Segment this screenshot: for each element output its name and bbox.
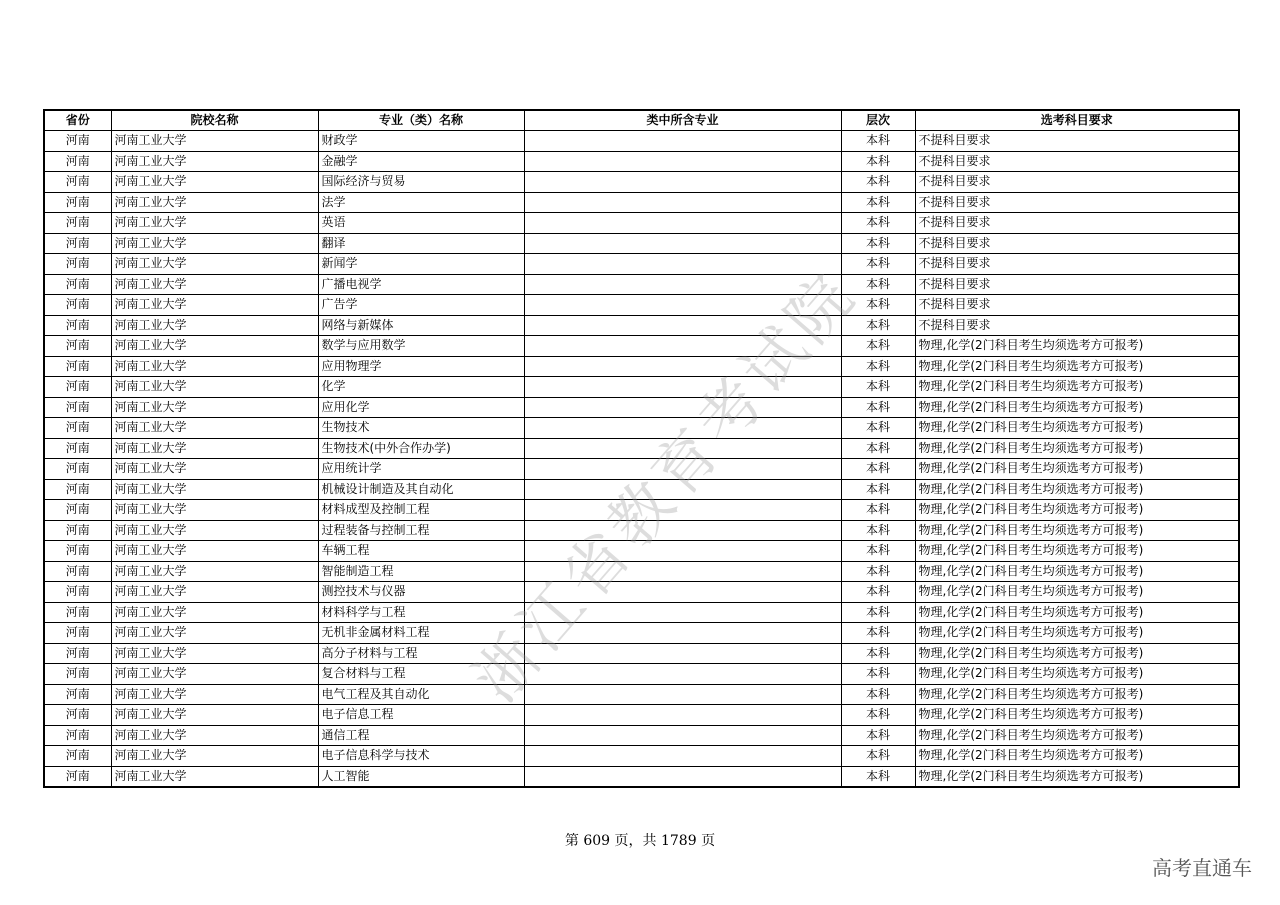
cell-subject-requirements: 物理,化学(2门科目考生均须选考方可报考) [915, 459, 1239, 480]
cell-included-majors [524, 664, 841, 685]
cell-included-majors [524, 315, 841, 336]
cell-major-name: 无机非金属材料工程 [318, 623, 524, 644]
cell-major-name: 广告学 [318, 295, 524, 316]
cell-province: 河南 [44, 725, 111, 746]
cell-subject-requirements: 物理,化学(2门科目考生均须选考方可报考) [915, 766, 1239, 787]
cell-included-majors [524, 766, 841, 787]
cell-school-name: 河南工业大学 [111, 479, 318, 500]
cell-major-name: 应用物理学 [318, 356, 524, 377]
cell-province: 河南 [44, 664, 111, 685]
cell-subject-requirements: 物理,化学(2门科目考生均须选考方可报考) [915, 746, 1239, 767]
cell-province: 河南 [44, 336, 111, 357]
table-header-row [44, 110, 1239, 131]
cell-level: 本科 [841, 213, 915, 234]
table-row [44, 274, 1239, 295]
cell-included-majors [524, 233, 841, 254]
cell-level: 本科 [841, 582, 915, 603]
cell-level: 本科 [841, 684, 915, 705]
cell-province: 河南 [44, 377, 111, 398]
cell-major-name: 化学 [318, 377, 524, 398]
cell-school-name: 河南工业大学 [111, 459, 318, 480]
admission-requirements-table [43, 109, 1240, 788]
cell-school-name: 河南工业大学 [111, 377, 318, 398]
table-row [44, 479, 1239, 500]
cell-included-majors [524, 397, 841, 418]
cell-subject-requirements: 不提科目要求 [915, 254, 1239, 275]
cell-subject-requirements: 不提科目要求 [915, 274, 1239, 295]
cell-included-majors [524, 541, 841, 562]
table-row [44, 582, 1239, 603]
cell-included-majors [524, 356, 841, 377]
cell-included-majors [524, 438, 841, 459]
cell-province: 河南 [44, 274, 111, 295]
cell-level: 本科 [841, 479, 915, 500]
cell-subject-requirements: 物理,化学(2门科目考生均须选考方可报考) [915, 561, 1239, 582]
cell-included-majors [524, 684, 841, 705]
header-school-name: 院校名称 [111, 110, 318, 131]
table-row [44, 192, 1239, 213]
cell-included-majors [524, 643, 841, 664]
cell-school-name: 河南工业大学 [111, 295, 318, 316]
cell-level: 本科 [841, 192, 915, 213]
cell-subject-requirements: 物理,化学(2门科目考生均须选考方可报考) [915, 418, 1239, 439]
cell-school-name: 河南工业大学 [111, 418, 318, 439]
cell-included-majors [524, 725, 841, 746]
cell-school-name: 河南工业大学 [111, 541, 318, 562]
cell-school-name: 河南工业大学 [111, 643, 318, 664]
cell-major-name: 通信工程 [318, 725, 524, 746]
cell-school-name: 河南工业大学 [111, 172, 318, 193]
cell-included-majors [524, 623, 841, 644]
header-included-majors: 类中所含专业 [524, 110, 841, 131]
table-row [44, 397, 1239, 418]
cell-province: 河南 [44, 746, 111, 767]
cell-level: 本科 [841, 172, 915, 193]
table-row [44, 418, 1239, 439]
cell-school-name: 河南工业大学 [111, 500, 318, 521]
cell-level: 本科 [841, 623, 915, 644]
cell-level: 本科 [841, 500, 915, 521]
cell-major-name: 人工智能 [318, 766, 524, 787]
cell-subject-requirements: 物理,化学(2门科目考生均须选考方可报考) [915, 602, 1239, 623]
table-row [44, 213, 1239, 234]
cell-subject-requirements: 不提科目要求 [915, 192, 1239, 213]
cell-major-name: 翻译 [318, 233, 524, 254]
cell-school-name: 河南工业大学 [111, 151, 318, 172]
table-row [44, 643, 1239, 664]
table-row [44, 438, 1239, 459]
cell-major-name: 高分子材料与工程 [318, 643, 524, 664]
table-row [44, 233, 1239, 254]
cell-included-majors [524, 213, 841, 234]
cell-included-majors [524, 582, 841, 603]
cell-school-name: 河南工业大学 [111, 623, 318, 644]
cell-major-name: 材料科学与工程 [318, 602, 524, 623]
cell-school-name: 河南工业大学 [111, 438, 318, 459]
cell-subject-requirements: 物理,化学(2门科目考生均须选考方可报考) [915, 541, 1239, 562]
cell-province: 河南 [44, 172, 111, 193]
cell-included-majors [524, 459, 841, 480]
cell-included-majors [524, 520, 841, 541]
cell-subject-requirements: 不提科目要求 [915, 295, 1239, 316]
header-major-name: 专业（类）名称 [318, 110, 524, 131]
table-row [44, 151, 1239, 172]
cell-province: 河南 [44, 254, 111, 275]
cell-school-name: 河南工业大学 [111, 684, 318, 705]
cell-subject-requirements: 不提科目要求 [915, 315, 1239, 336]
cell-subject-requirements: 物理,化学(2门科目考生均须选考方可报考) [915, 397, 1239, 418]
cell-level: 本科 [841, 438, 915, 459]
cell-major-name: 应用化学 [318, 397, 524, 418]
cell-level: 本科 [841, 541, 915, 562]
cell-level: 本科 [841, 459, 915, 480]
cell-province: 河南 [44, 520, 111, 541]
cell-province: 河南 [44, 766, 111, 787]
cell-level: 本科 [841, 725, 915, 746]
brand-logo-text: 高考直通车 [1152, 856, 1252, 880]
cell-major-name: 车辆工程 [318, 541, 524, 562]
cell-major-name: 智能制造工程 [318, 561, 524, 582]
cell-subject-requirements: 不提科目要求 [915, 213, 1239, 234]
cell-level: 本科 [841, 233, 915, 254]
cell-school-name: 河南工业大学 [111, 561, 318, 582]
cell-subject-requirements: 物理,化学(2门科目考生均须选考方可报考) [915, 438, 1239, 459]
cell-included-majors [524, 561, 841, 582]
cell-province: 河南 [44, 151, 111, 172]
cell-school-name: 河南工业大学 [111, 131, 318, 152]
cell-subject-requirements: 物理,化学(2门科目考生均须选考方可报考) [915, 479, 1239, 500]
cell-major-name: 过程装备与控制工程 [318, 520, 524, 541]
table-row [44, 623, 1239, 644]
cell-province: 河南 [44, 459, 111, 480]
cell-subject-requirements: 物理,化学(2门科目考生均须选考方可报考) [915, 623, 1239, 644]
cell-school-name: 河南工业大学 [111, 254, 318, 275]
cell-included-majors [524, 131, 841, 152]
table-row [44, 664, 1239, 685]
cell-subject-requirements: 物理,化学(2门科目考生均须选考方可报考) [915, 664, 1239, 685]
table-row [44, 500, 1239, 521]
cell-school-name: 河南工业大学 [111, 213, 318, 234]
cell-level: 本科 [841, 520, 915, 541]
cell-province: 河南 [44, 213, 111, 234]
cell-school-name: 河南工业大学 [111, 766, 318, 787]
cell-major-name: 法学 [318, 192, 524, 213]
cell-included-majors [524, 746, 841, 767]
cell-major-name: 电子信息工程 [318, 705, 524, 726]
cell-school-name: 河南工业大学 [111, 274, 318, 295]
cell-level: 本科 [841, 131, 915, 152]
cell-included-majors [524, 418, 841, 439]
table-body [44, 131, 1239, 788]
cell-major-name: 复合材料与工程 [318, 664, 524, 685]
cell-level: 本科 [841, 705, 915, 726]
header-subject-requirements: 选考科目要求 [915, 110, 1239, 131]
table-row [44, 131, 1239, 152]
table-row [44, 295, 1239, 316]
cell-included-majors [524, 705, 841, 726]
cell-subject-requirements: 不提科目要求 [915, 131, 1239, 152]
table-row [44, 336, 1239, 357]
cell-included-majors [524, 377, 841, 398]
cell-level: 本科 [841, 315, 915, 336]
cell-included-majors [524, 479, 841, 500]
cell-school-name: 河南工业大学 [111, 397, 318, 418]
table-row [44, 356, 1239, 377]
cell-province: 河南 [44, 500, 111, 521]
cell-province: 河南 [44, 131, 111, 152]
cell-major-name: 测控技术与仪器 [318, 582, 524, 603]
cell-school-name: 河南工业大学 [111, 315, 318, 336]
cell-school-name: 河南工业大学 [111, 725, 318, 746]
watermark: 浙江省教育考试院 [459, 257, 872, 716]
cell-province: 河南 [44, 315, 111, 336]
cell-province: 河南 [44, 397, 111, 418]
table-row [44, 746, 1239, 767]
cell-major-name: 生物技术 [318, 418, 524, 439]
cell-province: 河南 [44, 295, 111, 316]
table-row [44, 705, 1239, 726]
cell-school-name: 河南工业大学 [111, 705, 318, 726]
cell-school-name: 河南工业大学 [111, 336, 318, 357]
page-footer: 第 609 页，共 1789 页 [564, 833, 716, 849]
cell-province: 河南 [44, 233, 111, 254]
cell-province: 河南 [44, 684, 111, 705]
cell-subject-requirements: 不提科目要求 [915, 233, 1239, 254]
cell-subject-requirements: 物理,化学(2门科目考生均须选考方可报考) [915, 336, 1239, 357]
cell-subject-requirements: 物理,化学(2门科目考生均须选考方可报考) [915, 500, 1239, 521]
cell-province: 河南 [44, 643, 111, 664]
cell-level: 本科 [841, 643, 915, 664]
cell-level: 本科 [841, 295, 915, 316]
table-row [44, 541, 1239, 562]
cell-subject-requirements: 物理,化学(2门科目考生均须选考方可报考) [915, 643, 1239, 664]
cell-major-name: 国际经济与贸易 [318, 172, 524, 193]
cell-school-name: 河南工业大学 [111, 582, 318, 603]
cell-school-name: 河南工业大学 [111, 520, 318, 541]
cell-province: 河南 [44, 582, 111, 603]
cell-included-majors [524, 172, 841, 193]
cell-school-name: 河南工业大学 [111, 664, 318, 685]
cell-major-name: 网络与新媒体 [318, 315, 524, 336]
cell-subject-requirements: 不提科目要求 [915, 151, 1239, 172]
cell-major-name: 英语 [318, 213, 524, 234]
cell-school-name: 河南工业大学 [111, 746, 318, 767]
table-row [44, 602, 1239, 623]
cell-major-name: 财政学 [318, 131, 524, 152]
table-row [44, 172, 1239, 193]
table-row [44, 766, 1239, 787]
table-row [44, 254, 1239, 275]
cell-province: 河南 [44, 438, 111, 459]
cell-included-majors [524, 192, 841, 213]
cell-subject-requirements: 物理,化学(2门科目考生均须选考方可报考) [915, 377, 1239, 398]
cell-subject-requirements: 不提科目要求 [915, 172, 1239, 193]
table-row [44, 315, 1239, 336]
cell-major-name: 金融学 [318, 151, 524, 172]
table-row [44, 684, 1239, 705]
cell-subject-requirements: 物理,化学(2门科目考生均须选考方可报考) [915, 705, 1239, 726]
cell-province: 河南 [44, 192, 111, 213]
cell-included-majors [524, 602, 841, 623]
cell-subject-requirements: 物理,化学(2门科目考生均须选考方可报考) [915, 582, 1239, 603]
cell-major-name: 机械设计制造及其自动化 [318, 479, 524, 500]
cell-school-name: 河南工业大学 [111, 192, 318, 213]
cell-level: 本科 [841, 602, 915, 623]
cell-province: 河南 [44, 541, 111, 562]
table-row [44, 725, 1239, 746]
cell-subject-requirements: 物理,化学(2门科目考生均须选考方可报考) [915, 520, 1239, 541]
table-row [44, 561, 1239, 582]
cell-major-name: 应用统计学 [318, 459, 524, 480]
cell-province: 河南 [44, 705, 111, 726]
cell-included-majors [524, 336, 841, 357]
cell-included-majors [524, 254, 841, 275]
header-level: 层次 [841, 110, 915, 131]
cell-level: 本科 [841, 254, 915, 275]
cell-province: 河南 [44, 602, 111, 623]
cell-subject-requirements: 物理,化学(2门科目考生均须选考方可报考) [915, 725, 1239, 746]
cell-province: 河南 [44, 418, 111, 439]
table-row [44, 520, 1239, 541]
cell-major-name: 广播电视学 [318, 274, 524, 295]
cell-province: 河南 [44, 479, 111, 500]
cell-province: 河南 [44, 623, 111, 644]
cell-province: 河南 [44, 561, 111, 582]
cell-level: 本科 [841, 561, 915, 582]
cell-province: 河南 [44, 356, 111, 377]
cell-level: 本科 [841, 766, 915, 787]
cell-major-name: 电气工程及其自动化 [318, 684, 524, 705]
cell-subject-requirements: 物理,化学(2门科目考生均须选考方可报考) [915, 684, 1239, 705]
cell-included-majors [524, 151, 841, 172]
cell-major-name: 生物技术(中外合作办学) [318, 438, 524, 459]
cell-level: 本科 [841, 336, 915, 357]
cell-subject-requirements: 物理,化学(2门科目考生均须选考方可报考) [915, 356, 1239, 377]
cell-level: 本科 [841, 274, 915, 295]
cell-major-name: 数学与应用数学 [318, 336, 524, 357]
cell-level: 本科 [841, 418, 915, 439]
table-row [44, 459, 1239, 480]
cell-level: 本科 [841, 356, 915, 377]
cell-included-majors [524, 295, 841, 316]
cell-included-majors [524, 274, 841, 295]
cell-included-majors [524, 500, 841, 521]
cell-level: 本科 [841, 151, 915, 172]
header-province: 省份 [44, 110, 111, 131]
cell-level: 本科 [841, 664, 915, 685]
cell-level: 本科 [841, 377, 915, 398]
cell-school-name: 河南工业大学 [111, 602, 318, 623]
cell-level: 本科 [841, 397, 915, 418]
cell-major-name: 新闻学 [318, 254, 524, 275]
cell-school-name: 河南工业大学 [111, 233, 318, 254]
cell-major-name: 材料成型及控制工程 [318, 500, 524, 521]
cell-major-name: 电子信息科学与技术 [318, 746, 524, 767]
cell-school-name: 河南工业大学 [111, 356, 318, 377]
table-row [44, 377, 1239, 398]
cell-level: 本科 [841, 746, 915, 767]
